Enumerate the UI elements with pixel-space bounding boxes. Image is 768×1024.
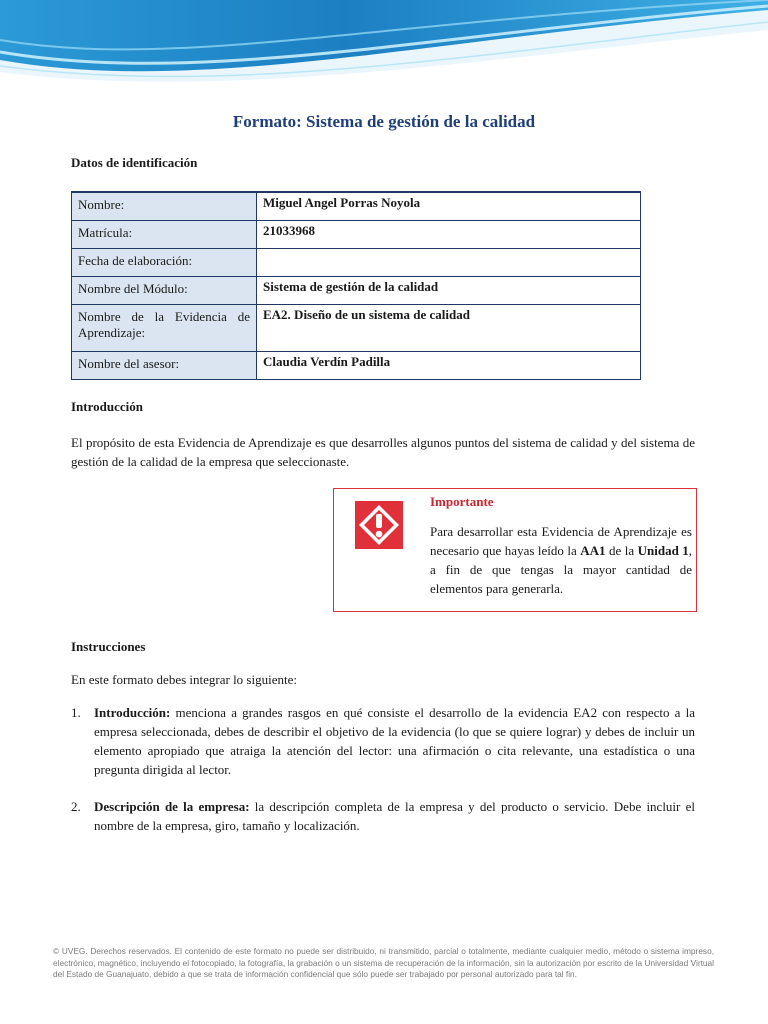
callout-bold-unidad: Unidad 1 xyxy=(637,543,689,558)
warning-icon xyxy=(355,501,403,549)
instructions-heading: Instrucciones xyxy=(71,639,146,654)
row-value xyxy=(257,248,641,276)
row-label: Nombre del Módulo: xyxy=(72,276,257,304)
identification-heading: Datos de identificación xyxy=(71,155,198,170)
list-item xyxy=(71,703,695,779)
callout-title: Importante xyxy=(430,494,494,509)
table-row xyxy=(72,276,641,304)
row-label: Fecha de elaboración: xyxy=(72,248,257,276)
header-banner xyxy=(0,0,768,98)
row-label: Nombre: xyxy=(72,192,257,220)
banner-graphic xyxy=(0,0,768,98)
row-value: Claudia Verdín Padilla xyxy=(257,351,641,379)
callout-text-part: , a fin de que tengas la mayor cantidad de elementos para generarla. xyxy=(430,543,693,596)
identification-table xyxy=(71,191,641,380)
introduction-heading: Introducción xyxy=(71,399,143,414)
table-row xyxy=(72,220,641,248)
row-value: Sistema de gestión de la calidad xyxy=(257,276,641,304)
list-item xyxy=(71,797,695,835)
list-item-text: menciona a grandes rasgos en qué consiste el desarrollo de la evidencia EA2 con respecto a la empresa seleccionada, debes de describir el objetivo de la evidencia (lo que se quiere lograr) y debes de incluir un elemento apropiado que atraiga la atención del lector: una afirmación o cita relevante, una estadística o una pregunta dirigida al lector. xyxy=(94,705,695,777)
list-number: 2. xyxy=(71,799,81,814)
table-row xyxy=(72,192,641,220)
row-label: Matrícula: xyxy=(72,220,257,248)
row-value: EA2. Diseño de un sistema de calidad xyxy=(257,304,641,351)
callout-bold-aa1: AA1 xyxy=(580,543,606,558)
table-row xyxy=(72,351,641,379)
callout-text-part: de la xyxy=(608,543,635,558)
callout-text xyxy=(430,522,692,598)
row-value: Miguel Angel Porras Noyola xyxy=(257,192,641,220)
table-row xyxy=(72,248,641,276)
list-number: 1. xyxy=(71,705,81,720)
row-label: Nombre del asesor: xyxy=(72,351,257,379)
document-title: Formato: Sistema de gestión de la calidad xyxy=(232,112,536,131)
row-value: 21033968 xyxy=(257,220,641,248)
list-item-title: Introducción: xyxy=(94,705,171,720)
important-callout xyxy=(333,488,697,612)
instructions-lead: En este formato debes integrar lo siguiente: xyxy=(71,672,297,687)
introduction-text: El propósito de esta Evidencia de Aprendizaje es que desarrolles algunos puntos del sistema de calidad y del sistema de gestión de la calidad de la empresa que seleccionaste. xyxy=(71,435,695,469)
copyright-footer: © UVEG. Derechos reservados. El contenido de este formato no puede ser distribuido, ni transmitido, parcial o totalmente, mediante cualquier medio, método o sistema impreso, electrónico, magnético, incluyendo el fotocopiado, la fotografía, la grabación o un sistema de recuperación de la información, sin la autorización por escrito de la Universidad Virtual del Estado de Guanajuato, debido a que se trata de información confidencial que sólo puede ser trabajado por personal autorizado para tal fin. xyxy=(53,946,714,979)
row-label: Nombre de la Evidencia de Aprendizaje: xyxy=(72,304,257,351)
table-row xyxy=(72,304,641,351)
list-item-title: Descripción de la empresa: xyxy=(94,799,250,814)
callout-text-part: Para desarrollar esta Evidencia de Aprendizaje es necesario que hayas leído la xyxy=(430,524,692,558)
list-item-text: la descripción completa de la empresa y del producto o servicio. Debe incluir el nombre de la empresa, giro, tamaño y localización. xyxy=(94,799,695,833)
